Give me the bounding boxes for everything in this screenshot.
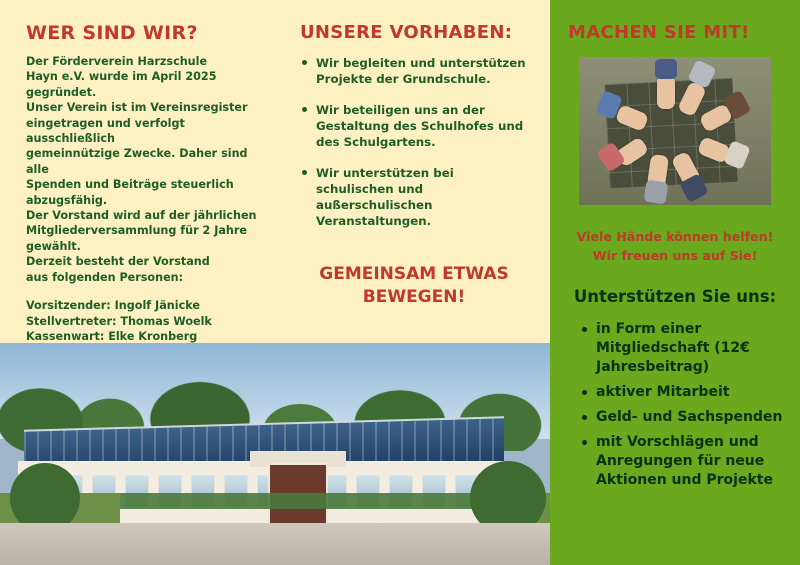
- list-item: in Form einer Mitgliedschaft (12€ Jahresbeitrag): [596, 320, 786, 377]
- right-heading: MACHEN SIE MIT!: [568, 22, 750, 43]
- intro-line: Hayn e.V. wurde im April 2025 gegründet.: [26, 70, 217, 99]
- intro-line: Der Vorstand wird auf der jährlichen: [26, 209, 257, 223]
- list-item: Wir unterstützen bei schulischen und außerschulischen Veranstaltungen.: [316, 165, 532, 229]
- intro-line: gewählt.: [26, 239, 81, 253]
- hands-photo: [579, 57, 771, 205]
- slogan-line-1: GEMEINSAM ETWAS: [319, 264, 509, 284]
- list-item: Wir begleiten und unterstützen Projekte der Grundschule.: [316, 55, 532, 87]
- list-item: Vorsitzender: Ingolf Jänicke: [26, 299, 200, 313]
- sleeve-shape: [655, 59, 677, 79]
- slogan-line-2: BEWEGEN!: [362, 287, 466, 307]
- subline-1: Viele Hände können helfen!: [576, 229, 774, 244]
- list-item: Geld- und Sachspenden: [596, 408, 786, 427]
- list-item: Stellvertreter: Thomas Woelk: [26, 314, 212, 328]
- subline-2: Wir freuen uns auf Sie!: [592, 248, 758, 263]
- photo-schoolyard: [0, 523, 550, 565]
- list-item: mit Vorschlägen und Anregungen für neue Aktionen und Projekte: [596, 433, 786, 490]
- support-list: [550, 320, 800, 490]
- school-photo: [0, 343, 550, 565]
- list-item: Wir beteiligen uns an der Gestaltung des Schulhofes und des Schulgartens.: [316, 102, 532, 150]
- hand-shape: [657, 75, 675, 109]
- list-item: Kassenwart: Elke Kronberg: [26, 329, 198, 343]
- list-item: aktiver Mitarbeit: [596, 383, 786, 402]
- right-column: [550, 0, 800, 565]
- slogan: [278, 263, 550, 309]
- intro-line: eingetragen und verfolgt ausschließlich: [26, 116, 185, 146]
- right-subline: [550, 227, 800, 265]
- sleeve-shape: [644, 180, 669, 205]
- intro-line: Derzeit besteht der Vorstand: [26, 255, 210, 269]
- intro-line: Unser Verein ist im Vereinsregister: [26, 101, 248, 115]
- middle-heading: UNSERE VORHABEN:: [300, 22, 513, 43]
- intro-line: Spenden und Beiträge steuerlich: [26, 178, 234, 192]
- support-heading: Unterstützen Sie uns:: [573, 287, 777, 306]
- goals-list: [278, 55, 550, 229]
- intro-line: abzugsfähig.: [26, 193, 108, 207]
- intro-line: gemeinnützige Zwecke. Daher sind alle: [26, 147, 248, 176]
- spacer: [26, 285, 262, 298]
- intro-line: Der Förderverein Harzschule: [26, 55, 208, 68]
- left-heading: WER SIND WIR?: [26, 22, 198, 44]
- intro-line: aus folgenden Personen:: [26, 270, 184, 284]
- intro-line: Mitgliederversammlung für 2 Jahre: [26, 224, 247, 238]
- left-body: [0, 54, 278, 391]
